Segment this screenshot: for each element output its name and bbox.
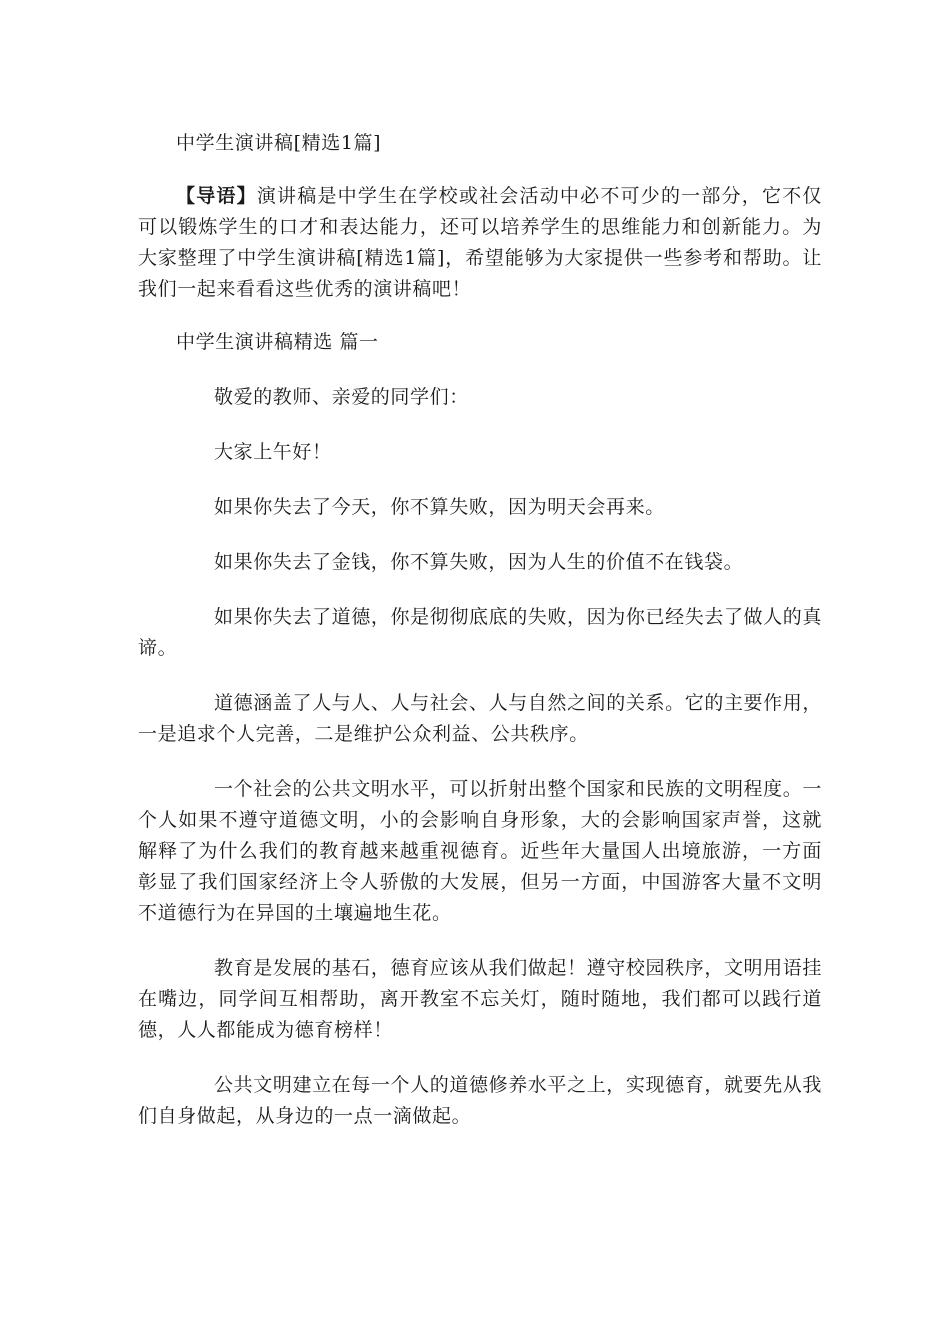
- paragraph-education: 教育是发展的基石，德育应该从我们做起！遵守校园秩序，文明用语挂在嘴边，同学间互相帮助，离开教室不忘关灯，随时随地，我们都可以践行道德，人人都能成为德育榜样！: [138, 957, 822, 1041]
- lead-paragraph: [138, 181, 822, 305]
- section-title: 中学生演讲稿精选 篇一: [176, 331, 379, 353]
- paragraph-morality: 如果你失去了道德，你是彻彻底底的失败，因为你已经失去了做人的真谛。: [138, 606, 822, 659]
- document-title: 中学生演讲稿[精选1篇]: [176, 132, 382, 154]
- paragraph-today: 如果你失去了今天，你不算失败，因为明天会再来。: [214, 496, 665, 518]
- lead-tag: 【导语】: [176, 185, 257, 207]
- document-page: [138, 128, 822, 1156]
- paragraph-morality-scope: 道德涵盖了人与人、人与社会、人与自然之间的关系。它的主要作用，一是追求个人完善，二是维护公众利益、公共秩序。: [138, 692, 822, 745]
- paragraph-greeting: 大家上午好！: [214, 441, 332, 463]
- paragraph-public-civility: 一个社会的公共文明水平，可以折射出整个国家和民族的文明程度。一个人如果不遵守道德文明，小的会影响自身形象，大的会影响国家声誉，这就解释了为什么我们的教育越来越重视德育。近些年大量国人出境旅游，一方面彰显了我们国家经济上令人骄傲的大发展，但另一方面，中国游客大量不文明不道德行为在异国的土壤遍地生花。: [138, 778, 822, 924]
- lead-text: 演讲稿是中学生在学校或社会活动中必不可少的一部分，它不仅可以锻炼学生的口才和表达能力，还可以培养学生的思维能力和创新能力。为大家整理了中学生演讲稿[精选1篇]，希望能够为大家提供一些参考和帮助。让我们一起来看看这些优秀的演讲稿吧！: [138, 185, 822, 300]
- paragraph-greeting-salutation: 敬爱的教师、亲爱的同学们：: [214, 386, 469, 408]
- paragraph-conclusion: 公共文明建立在每一个人的道德修养水平之上，实现德育，就要先从我们自身做起，从身边的一点一滴做起。: [138, 1074, 822, 1127]
- paragraph-money: 如果你失去了金钱，你不算失败，因为人生的价值不在钱袋。: [214, 551, 744, 573]
